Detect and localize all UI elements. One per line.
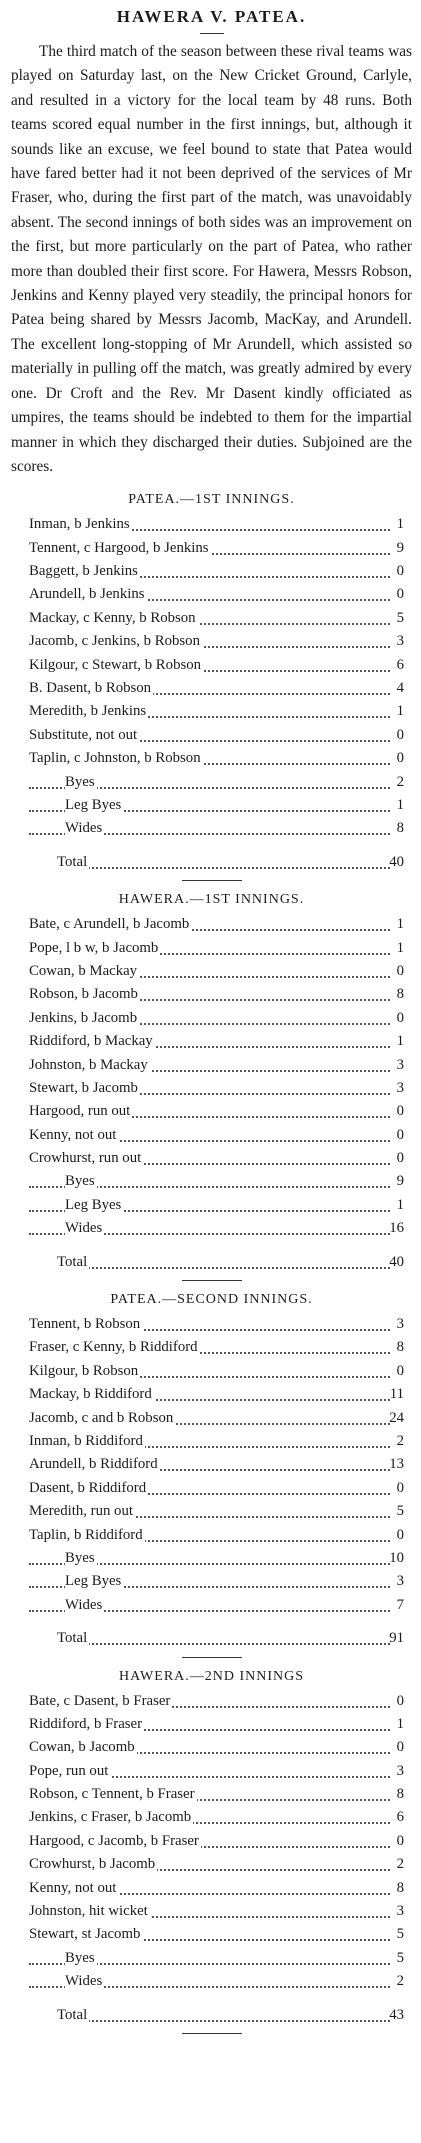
batsman-score: 3 <box>396 1056 404 1073</box>
batsman-row <box>11 1806 412 1829</box>
dot-leader <box>57 1251 390 1269</box>
batsman-name: Stewart, st Jacomb <box>29 1926 141 1943</box>
batsman-name: Inman, b Jenkins <box>29 516 130 533</box>
batsman-score: 6 <box>396 1809 404 1826</box>
batsman-score: 0 <box>396 1126 404 1143</box>
batsman-row <box>11 1900 412 1923</box>
batsman-score: 8 <box>396 820 404 837</box>
batsman-name: Cowan, b Jacomb <box>29 1739 135 1756</box>
batsman-name: Kilgour, c Stewart, b Robson <box>29 656 202 673</box>
batsman-name: Leg Byes <box>65 797 122 813</box>
batsman-row <box>11 583 412 606</box>
total-row <box>11 851 412 874</box>
batsman-score: 5 <box>396 609 404 626</box>
extras-row <box>11 1170 412 1193</box>
batsman-row <box>11 1007 412 1030</box>
batsman-score: 6 <box>396 656 404 673</box>
batsman-row <box>11 1783 412 1806</box>
batsman-name: Kenny, not out <box>29 1879 117 1896</box>
batsman-row <box>11 724 412 747</box>
batsman-name: Hargood, run out <box>29 1103 131 1120</box>
match-report: The third match of the season between these rival teams was played on Saturday last, on the New Cricket Ground, Carlyle, and resulted in a victory for the local team by 48 runs. Both teams scored equal number in the first innings, but, although it sounds like an excuse, we feel bound to state that Patea would have fared better had it not been deprived of the services of Mr Fraser, who, during the first part of the match, was unavoidably absent. The second innings of both sides was an improvement on the first, but more particularly on the part of Patea, who rather more than doubled their first score. For Hawera, Messrs Robson, Jenkins and Kenny played very steadily, the principal honors for Patea being shared by Messrs Jacomb, MacKay, and Arundell. The excellent long-stopping of Mr Arundell, which assisted so materially in pulling off the match, was greatly admired by every one. Dr Croft and the Rev. Mr Dasent kindly officiated as umpires, the teams should be indebted to them for the impartial manner in which they discharged their duties. Subjoined are the scores. <box>11 43 412 475</box>
innings-heading: PATEA.—SECOND INNINGS. <box>110 1292 313 1308</box>
extras-row <box>11 817 412 840</box>
batsman-score: 8 <box>396 1879 404 1896</box>
batsman-name: Tennent, b Robson <box>29 1316 141 1333</box>
extras-row <box>11 1547 412 1570</box>
batsman-score: 0 <box>396 1526 404 1543</box>
batsman-row <box>11 1690 412 1713</box>
extras-row <box>11 1217 412 1240</box>
batsman-score: 8 <box>396 1786 404 1803</box>
innings-heading: PATEA.—1ST INNINGS. <box>128 492 295 508</box>
batsman-row <box>11 1054 412 1077</box>
batsman-score: 16 <box>389 1220 404 1237</box>
batsman-name: Wides <box>65 820 103 837</box>
batsman-score: 1 <box>396 797 404 813</box>
innings-section <box>11 1664 412 2034</box>
batsman-score: 3 <box>396 1903 404 1920</box>
batsman-row <box>11 913 412 936</box>
batsman-row <box>11 1313 412 1336</box>
batsman-name: Taplin, c Johnston, b Robson <box>29 750 201 767</box>
innings-section <box>11 487 412 881</box>
batsman-row <box>11 607 412 630</box>
section-rule <box>182 2033 242 2034</box>
extras-row <box>11 1970 412 1993</box>
batsman-row <box>11 1124 412 1147</box>
batsman-row <box>11 1830 412 1853</box>
batsman-name: Fraser, c Kenny, b Riddiford <box>29 1339 198 1356</box>
batsman-score: 0 <box>396 1150 404 1167</box>
dot-leader <box>57 2004 390 2022</box>
batsman-score: 0 <box>396 750 404 767</box>
total-row <box>11 1627 412 1650</box>
total-label: Total <box>57 2006 88 2023</box>
batsman-row <box>11 1147 412 1170</box>
batsman-row <box>11 1500 412 1523</box>
total-score: 43 <box>389 2006 404 2023</box>
batsman-name: Robson, c Tennent, b Fraser <box>29 1786 195 1803</box>
batsman-name: Bate, c Dasent, b Fraser <box>29 1692 171 1709</box>
extras-row <box>11 771 412 794</box>
batsman-score: 2 <box>396 1856 404 1873</box>
batsman-row <box>11 654 412 677</box>
total-score: 40 <box>389 1253 404 1270</box>
batsman-row <box>11 1524 412 1547</box>
batsman-name: Jacomb, c Jenkins, b Robson <box>29 633 200 650</box>
batsman-row <box>11 1360 412 1383</box>
batsman-score: 5 <box>396 1503 404 1520</box>
article-title: HAWERA V. PATEA. <box>116 7 307 26</box>
innings-section <box>11 887 412 1281</box>
batsman-name: Byes <box>65 773 95 790</box>
batsman-row <box>11 1713 412 1736</box>
batsman-name: Wides <box>65 1973 103 1990</box>
total-row <box>11 1251 412 1274</box>
batsman-name: Dasent, b Riddiford <box>29 1479 147 1496</box>
extras-row <box>11 1194 412 1217</box>
batsman-score: 2 <box>396 773 404 790</box>
batsman-name: Crowhurst, run out <box>29 1150 142 1167</box>
batsman-score: 0 <box>396 1009 404 1026</box>
batsman-score: 1 <box>396 703 404 720</box>
total-label: Total <box>57 1630 88 1647</box>
batsman-name: Meredith, run out <box>29 1503 133 1520</box>
batsman-name: Johnston, hit wicket <box>29 1903 148 1920</box>
batsman-score: 3 <box>396 1316 404 1333</box>
batsman-row <box>11 1760 412 1783</box>
batsman-score: 11 <box>389 1386 404 1403</box>
batsman-score: 0 <box>396 1739 404 1756</box>
extras-row <box>11 1570 412 1593</box>
batsman-score: 8 <box>396 986 404 1003</box>
batsman-name: Leg Byes <box>65 1573 122 1590</box>
batsman-name: Tennent, c Hargood, b Jenkins <box>29 539 209 556</box>
batsman-name: Inman, b Riddiford <box>29 1432 143 1449</box>
batsman-name: Arundell, b Jenkins <box>29 586 145 603</box>
innings-heading: HAWERA.—1ST INNINGS. <box>118 892 305 908</box>
batsman-name: Riddiford, b Mackay <box>29 1033 153 1050</box>
batsman-name: Cowan, b Mackay <box>29 962 138 979</box>
batsman-score: 24 <box>389 1409 404 1426</box>
extras-row <box>11 1594 412 1617</box>
batsman-row <box>11 1383 412 1406</box>
batsman-score: 9 <box>396 539 404 556</box>
batsman-score: 1 <box>396 1196 404 1213</box>
batsman-name: Kenny, not out <box>29 1126 117 1143</box>
batsman-score: 2 <box>396 1432 404 1449</box>
batsman-score: 1 <box>396 1715 404 1732</box>
batsman-score: 3 <box>396 1573 404 1590</box>
batsman-row <box>11 513 412 536</box>
batsman-row <box>11 630 412 653</box>
batsman-row <box>11 1736 412 1759</box>
batsman-score: 0 <box>396 1362 404 1379</box>
batsman-score: 10 <box>389 1549 404 1566</box>
batsman-score: 3 <box>396 633 404 650</box>
batsman-score: 8 <box>396 1339 404 1356</box>
batsman-score: 0 <box>396 726 404 743</box>
section-rule <box>182 1280 242 1281</box>
batsman-row <box>11 1077 412 1100</box>
batsman-score: 0 <box>396 563 404 580</box>
batsman-score: 1 <box>396 939 404 956</box>
batsman-name: Baggett, b Jenkins <box>29 563 138 580</box>
title-rule <box>200 33 224 34</box>
batsman-row <box>11 677 412 700</box>
batsman-name: Jenkins, b Jacomb <box>29 1009 138 1026</box>
batsman-name: Meredith, b Jenkins <box>29 703 147 720</box>
batsman-name: Bate, c Arundell, b Jacomb <box>29 916 190 933</box>
batsman-name: Substitute, not out <box>29 726 138 743</box>
batsman-name: Crowhurst, b Jacomb <box>29 1856 156 1873</box>
section-rule <box>182 880 242 881</box>
batsman-score: 0 <box>396 1832 404 1849</box>
batsman-score: 0 <box>396 962 404 979</box>
batsman-name: Pope, l b w, b Jacomb <box>29 939 159 956</box>
batsman-name: Byes <box>65 1173 95 1190</box>
innings-section <box>11 1287 412 1657</box>
batsman-score: 13 <box>389 1456 404 1473</box>
batsman-row <box>11 983 412 1006</box>
scorecards <box>11 487 412 2034</box>
extras-row <box>11 1947 412 1970</box>
batsman-name: Kilgour, b Robson <box>29 1362 139 1379</box>
batsman-name: Byes <box>65 1949 95 1966</box>
batsman-name: Pope, run out <box>29 1762 109 1779</box>
total-score: 91 <box>389 1630 404 1647</box>
batsman-row <box>11 537 412 560</box>
batsman-row <box>11 1336 412 1359</box>
batsman-name: Jenkins, c Fraser, b Jacomb <box>29 1809 192 1826</box>
batsman-name: Johnston, b Mackay <box>29 1056 148 1073</box>
total-score: 40 <box>389 853 404 870</box>
batsman-row <box>11 747 412 770</box>
batsman-row <box>11 1477 412 1500</box>
total-label: Total <box>57 853 88 870</box>
batsman-score: 0 <box>396 1479 404 1496</box>
batsman-row <box>11 937 412 960</box>
batsman-name: Mackay, b Riddiford <box>29 1386 152 1403</box>
batsman-row <box>11 700 412 723</box>
batsman-row <box>11 1923 412 1946</box>
batsman-score: 7 <box>396 1596 404 1613</box>
dot-leader <box>57 851 390 869</box>
batsman-name: Arundell, b Riddiford <box>29 1456 158 1473</box>
batsman-name: Jacomb, c and b Robson <box>29 1409 174 1426</box>
batsman-score: 9 <box>396 1173 404 1190</box>
batsman-score: 2 <box>396 1973 404 1990</box>
batsman-row <box>11 560 412 583</box>
batsman-score: 5 <box>396 1926 404 1943</box>
batsman-name: Taplin, b Riddiford <box>29 1526 143 1543</box>
batsman-row <box>11 1100 412 1123</box>
batsman-name: Riddiford, b Fraser <box>29 1715 143 1732</box>
batsman-row <box>11 1407 412 1430</box>
batsman-score: 3 <box>396 1079 404 1096</box>
batsman-name: Wides <box>65 1220 103 1237</box>
batsman-score: 0 <box>396 586 404 603</box>
batsman-score: 1 <box>396 916 404 933</box>
batsman-name: Stewart, b Jacomb <box>29 1079 138 1096</box>
batsman-score: 1 <box>396 516 404 533</box>
section-rule <box>182 1657 242 1658</box>
batsman-row <box>11 1877 412 1900</box>
batsman-row <box>11 1453 412 1476</box>
batsman-score: 3 <box>396 1762 404 1779</box>
batsman-name: Robson, b Jacomb <box>29 986 138 1003</box>
batsman-name: B. Dasent, b Robson <box>29 680 152 697</box>
total-label: Total <box>57 1253 88 1270</box>
extras-row <box>11 794 412 817</box>
batsman-score: 4 <box>396 680 404 697</box>
batsman-name: Hargood, c Jacomb, b Fraser <box>29 1832 199 1849</box>
batsman-row <box>11 1030 412 1053</box>
batsman-name: Leg Byes <box>65 1196 122 1213</box>
batsman-row <box>11 960 412 983</box>
batsman-row <box>11 1430 412 1453</box>
innings-heading: HAWERA.—2ND INNINGS <box>118 1668 305 1684</box>
total-row <box>11 2004 412 2027</box>
batsman-score: 0 <box>396 1103 404 1120</box>
dot-leader <box>57 1627 390 1645</box>
batsman-score: 0 <box>396 1692 404 1709</box>
batsman-score: 1 <box>396 1033 404 1050</box>
batsman-name: Byes <box>65 1549 95 1566</box>
batsman-name: Mackay, c Kenny, b Robson <box>29 609 196 626</box>
batsman-score: 5 <box>396 1949 404 1966</box>
batsman-row <box>11 1853 412 1876</box>
batsman-name: Wides <box>65 1596 103 1613</box>
